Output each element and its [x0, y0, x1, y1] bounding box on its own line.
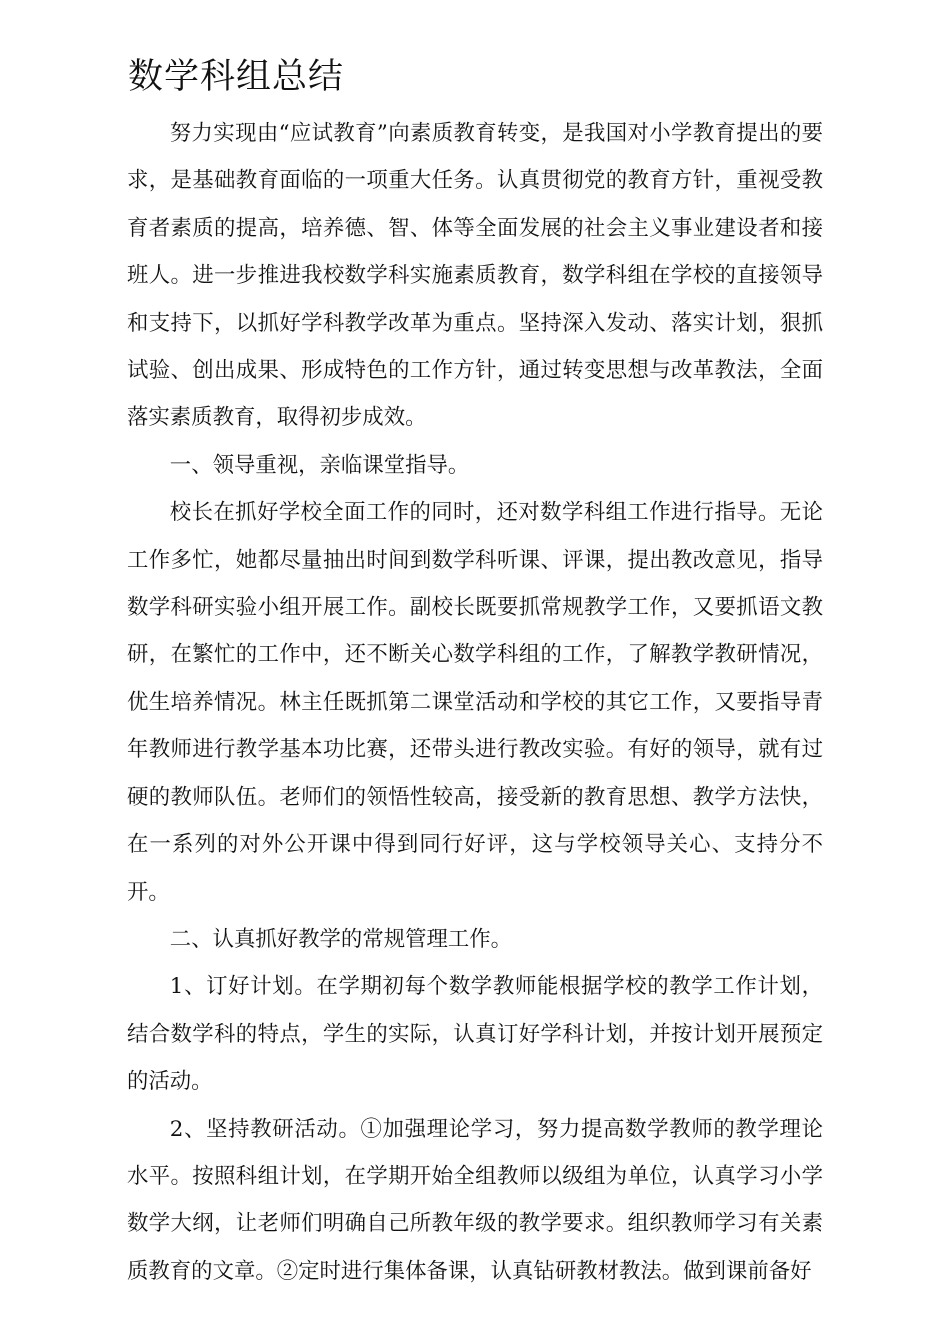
- document-body: [127, 110, 823, 1295]
- paragraph-intro: 努力实现由“应试教育”向素质教育转变，是我国对小学教育提出的要求，是基础教育面临的一项重大任务。认真贯彻党的教育方针，重视受教育者素质的提高，培养德、智、体等全面发展的社会主义事业建设者和接班人。进一步推进我校数学科实施素质教育，数学科组在学校的直接领导和支持下，以抓好学科教学改革为重点。坚持深入发动、落实计划，狠抓试验、创出成果、形成特色的工作方针，通过转变思想与改革教法，全面落实素质教育，取得初步成效。: [127, 121, 823, 431]
- section-heading-1: 一、领导重视，亲临课堂指导。: [169, 452, 470, 478]
- paragraph-leadership: 校长在抓好学校全面工作的同时，还对数学科组工作进行指导。无论工作多忙，她都尽量抽出时间到数学科听课、评课，提出教改意见，指导数学科研实验小组开展工作。副校长既要抓常规教学工作，又要抓语文教研，在繁忙的工作中，还不断关心数学科组的工作，了解教学教研情况，优生培养情况。林主任既抓第二课堂活动和学校的其它工作，又要指导青年教师进行教学基本功比赛，还带头进行教改实验。有好的领导，就有过硬的教师队伍。老师们的领悟性较高，接受新的教育思想、教学方法快，在一系列的对外公开课中得到同行好评，这与学校领导关心、支持分不开。: [127, 500, 823, 905]
- paragraph-research: 2、坚持教研活动。①加强理论学习，努力提高数学教师的教学理论水平。按照科组计划，在学期开始全组教师以级组为单位，认真学习小学数学大纲，让老师们明确自己所教年级的教学要求。组织教师学习有关素质教育的文章。②定时进行集体备课，认真钻研教材教法。做到课前备好: [127, 1116, 823, 1284]
- section-heading-2: 二、认真抓好教学的常规管理工作。: [169, 926, 513, 952]
- paragraph-plan: 1、订好计划。在学期初每个数学教师能根据学校的教学工作计划，结合数学科的特点，学生的实际，认真订好学科计划，并按计划开展预定的活动。: [127, 974, 823, 1095]
- document-title: 数学科组总结: [128, 57, 345, 97]
